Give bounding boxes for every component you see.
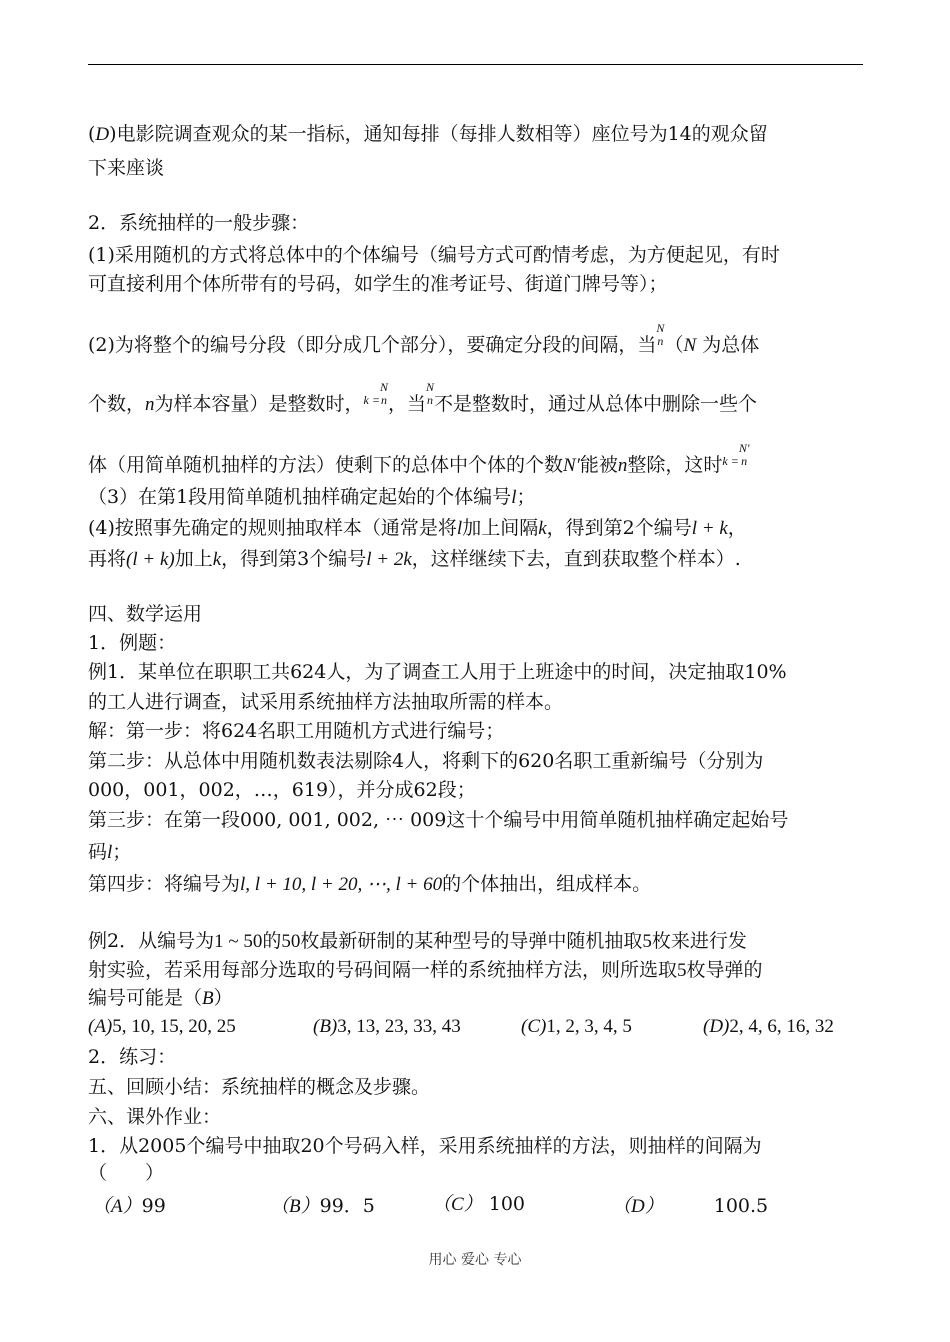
option-letter: （D）: [612, 1196, 664, 1217]
math-expr: k =: [363, 393, 380, 407]
text-segment: 第四步：将编号为: [88, 873, 241, 895]
option-value: 99．5: [319, 1195, 375, 1217]
section-heading: 2．系统抽样的一般步骤：: [88, 212, 310, 234]
option-value: 2, 4, 6, 16, 32: [729, 1016, 834, 1037]
math-var: k: [538, 518, 547, 539]
text-line: 解：第一步：将624名职工用随机方式进行编号；: [88, 720, 505, 742]
math-var: l: [456, 518, 463, 539]
option-value: 99: [141, 1195, 166, 1217]
text-segment: (4)按照事先确定的规则抽取样本（通常是将: [88, 517, 457, 539]
text-segment: 体（用简单随机抽样的方法）使剩下的总体中个体的个数: [88, 454, 564, 476]
text-segment: 能被: [579, 454, 618, 476]
math-expr: 5: [677, 960, 687, 981]
option-value: 100: [488, 1193, 525, 1215]
fraction-denominator: n: [741, 454, 748, 468]
text-segment: ，得到第3个编号: [221, 548, 367, 570]
section-heading: 四、数学运用: [88, 603, 203, 625]
text-segment: ，这样继续下去，直到获取整个样本）.: [411, 548, 741, 570]
option-letter: (A): [88, 1016, 113, 1037]
paren: (: [88, 123, 96, 145]
text-line: [88, 839, 878, 866]
text-segment: )电影院调查观众的某一指标，通知每排（每排人数相等）座位号为14的观众留: [109, 123, 768, 145]
text-segment: 码: [88, 841, 108, 863]
option-letter: D: [95, 124, 110, 145]
math-var: k: [212, 549, 222, 570]
example-2-option-b: [313, 1014, 461, 1040]
section-heading: 五、回顾小结：系统抽样的概念及步骤。: [88, 1076, 431, 1098]
option-letter: (D): [703, 1016, 730, 1037]
homework-option-c: [432, 1191, 525, 1218]
text-segment: 不是整数时，通过从总体中删除一些个: [434, 393, 758, 415]
text-line: [88, 957, 878, 984]
option-letter: （A）: [92, 1196, 142, 1217]
text-segment: 为总体: [702, 334, 760, 356]
option-value: 3, 13, 23, 33, 43: [337, 1016, 461, 1037]
math-var: n: [145, 394, 155, 415]
text-segment: 整除，这时: [627, 454, 723, 476]
text-segment: 例2．从编号为: [88, 930, 215, 952]
text-segment: 的个体抽出，组成样本。: [442, 873, 652, 895]
text-segment: 枚导弹的: [686, 959, 763, 981]
text-segment: 射实验，若采用每部分选取的号码间隔一样的系统抽样方法，则所选取: [88, 959, 678, 981]
text-segment: 加上间隔: [462, 517, 539, 539]
text-line: 第三步：在第一段000, 001, 002, ⋯ 009这十个编号中用简单随机抽样确定起始号: [88, 809, 789, 831]
header-rule: [88, 64, 863, 65]
math-var: l: [511, 487, 517, 508]
text-line: 的工人进行调查，试采用系统抽样方法抽取所需的样本。: [88, 691, 564, 713]
option-letter: （B）: [270, 1196, 320, 1217]
page-footer: 用心 爱心 专心: [428, 1252, 522, 1268]
text-segment: ，当: [387, 393, 426, 415]
text-segment: 的: [262, 930, 282, 952]
answer-letter: B: [202, 988, 214, 1009]
text-segment: （3）在第1段用简单随机抽样确定起始的个体编号: [88, 486, 512, 508]
text-segment: 枚最新研制的某种型号的导弹中随机抽取: [300, 930, 643, 952]
text-line: 例1．某单位在职职工共624人，为了调查工人用于上班途中的时间，决定抽取10%: [88, 661, 787, 683]
section-heading: 2．练习：: [88, 1046, 177, 1068]
paren: （: [664, 334, 684, 356]
math-var: n: [617, 455, 628, 476]
text-segment: 编号可能是（: [88, 987, 203, 1009]
homework-option-a: [92, 1193, 166, 1220]
text-line: 可直接利用个体所带有的号码，如学生的准考证号、街道门牌号等）；: [88, 273, 668, 295]
section-heading: 六、课外作业：: [88, 1106, 222, 1128]
text-line: (1)采用随机的方式将总体中的个体编号（编号方式可酌情考虑，为方便起见，有时: [88, 244, 780, 266]
fraction-denominator: n: [657, 334, 664, 348]
math-var: N′: [563, 455, 580, 476]
option-d-text: [88, 121, 878, 148]
text-line: 下来座谈: [88, 157, 165, 179]
option-value: 100.5: [713, 1195, 769, 1217]
option-value: 5, 10, 15, 20, 25: [112, 1016, 236, 1037]
math-var: N: [683, 335, 697, 356]
text-line: 000，001，002，…，619），并分成62段；: [88, 779, 476, 801]
homework-option-b: [270, 1193, 375, 1220]
option-letter: (C): [521, 1016, 547, 1037]
text-segment: 为样本容量）是整数时，: [154, 393, 364, 415]
text-line: （ ）: [88, 1162, 165, 1184]
fraction-numerator: N: [426, 380, 435, 394]
text-segment: ；: [516, 486, 536, 508]
math-expr: l + k: [691, 518, 728, 539]
fraction-numerator: N: [379, 380, 388, 394]
math-expr: l + 2k: [366, 549, 412, 570]
section-heading: 1．例题：: [88, 632, 177, 654]
text-segment: 加上: [174, 548, 213, 570]
text-segment: 枚来进行发: [651, 930, 747, 952]
option-letter: (B): [313, 1016, 338, 1037]
step-4-line: [88, 515, 878, 542]
text-segment: ；: [112, 841, 132, 863]
step-4-cont-line: [88, 546, 878, 573]
math-expr: (l + k): [126, 549, 175, 570]
text-segment: ）: [213, 987, 233, 1009]
math-expr: 5: [642, 931, 652, 952]
example-2-option-c: [521, 1014, 632, 1040]
math-expr: k =: [722, 454, 739, 468]
fraction-denominator: n: [427, 393, 433, 407]
text-segment: ，得到第2个编号: [546, 517, 692, 539]
fraction: [426, 381, 434, 407]
step-2-line: [88, 322, 878, 359]
math-var: l: [107, 842, 113, 863]
math-expr: 1 ~ 50: [214, 931, 263, 952]
text-line: 第二步：从总体中用随机数表法剔除4人，将剩下的620名职工重新编号（分别为: [88, 750, 764, 772]
math-expr: 50: [281, 931, 301, 952]
option-value: 1, 2, 3, 4, 5: [546, 1016, 632, 1037]
option-letter: （C）: [432, 1194, 483, 1215]
homework-option-d: [612, 1193, 768, 1220]
step-2-cont-line: [88, 381, 878, 418]
math-expr: l, l + 10, l + 20, ⋯, l + 60: [240, 874, 443, 895]
example-2-option-d: [703, 1014, 834, 1040]
text-line: [88, 985, 878, 1012]
text-segment: 再将: [88, 548, 127, 570]
example-2-line: [88, 928, 878, 955]
fraction: [380, 381, 388, 407]
step-3-line: [88, 484, 878, 511]
text-line: 1．从2005个编号中抽取20个号码入样，采用系统抽样的方法，则抽样的间隔为: [88, 1135, 762, 1157]
fraction-numerator: N′: [738, 441, 750, 455]
fraction: [739, 442, 750, 468]
text-line: [88, 871, 878, 898]
example-2-option-a: [88, 1014, 236, 1040]
fraction-numerator: N: [656, 321, 665, 335]
fraction-denominator: n: [380, 393, 387, 407]
text-segment: ，: [727, 517, 747, 539]
step-2-cont-line: [88, 442, 878, 479]
text-segment: 个数，: [88, 393, 146, 415]
text-segment: (2)为将整个的编号分段（即分成几个部分），要确定分段的间隔，当: [88, 334, 657, 356]
